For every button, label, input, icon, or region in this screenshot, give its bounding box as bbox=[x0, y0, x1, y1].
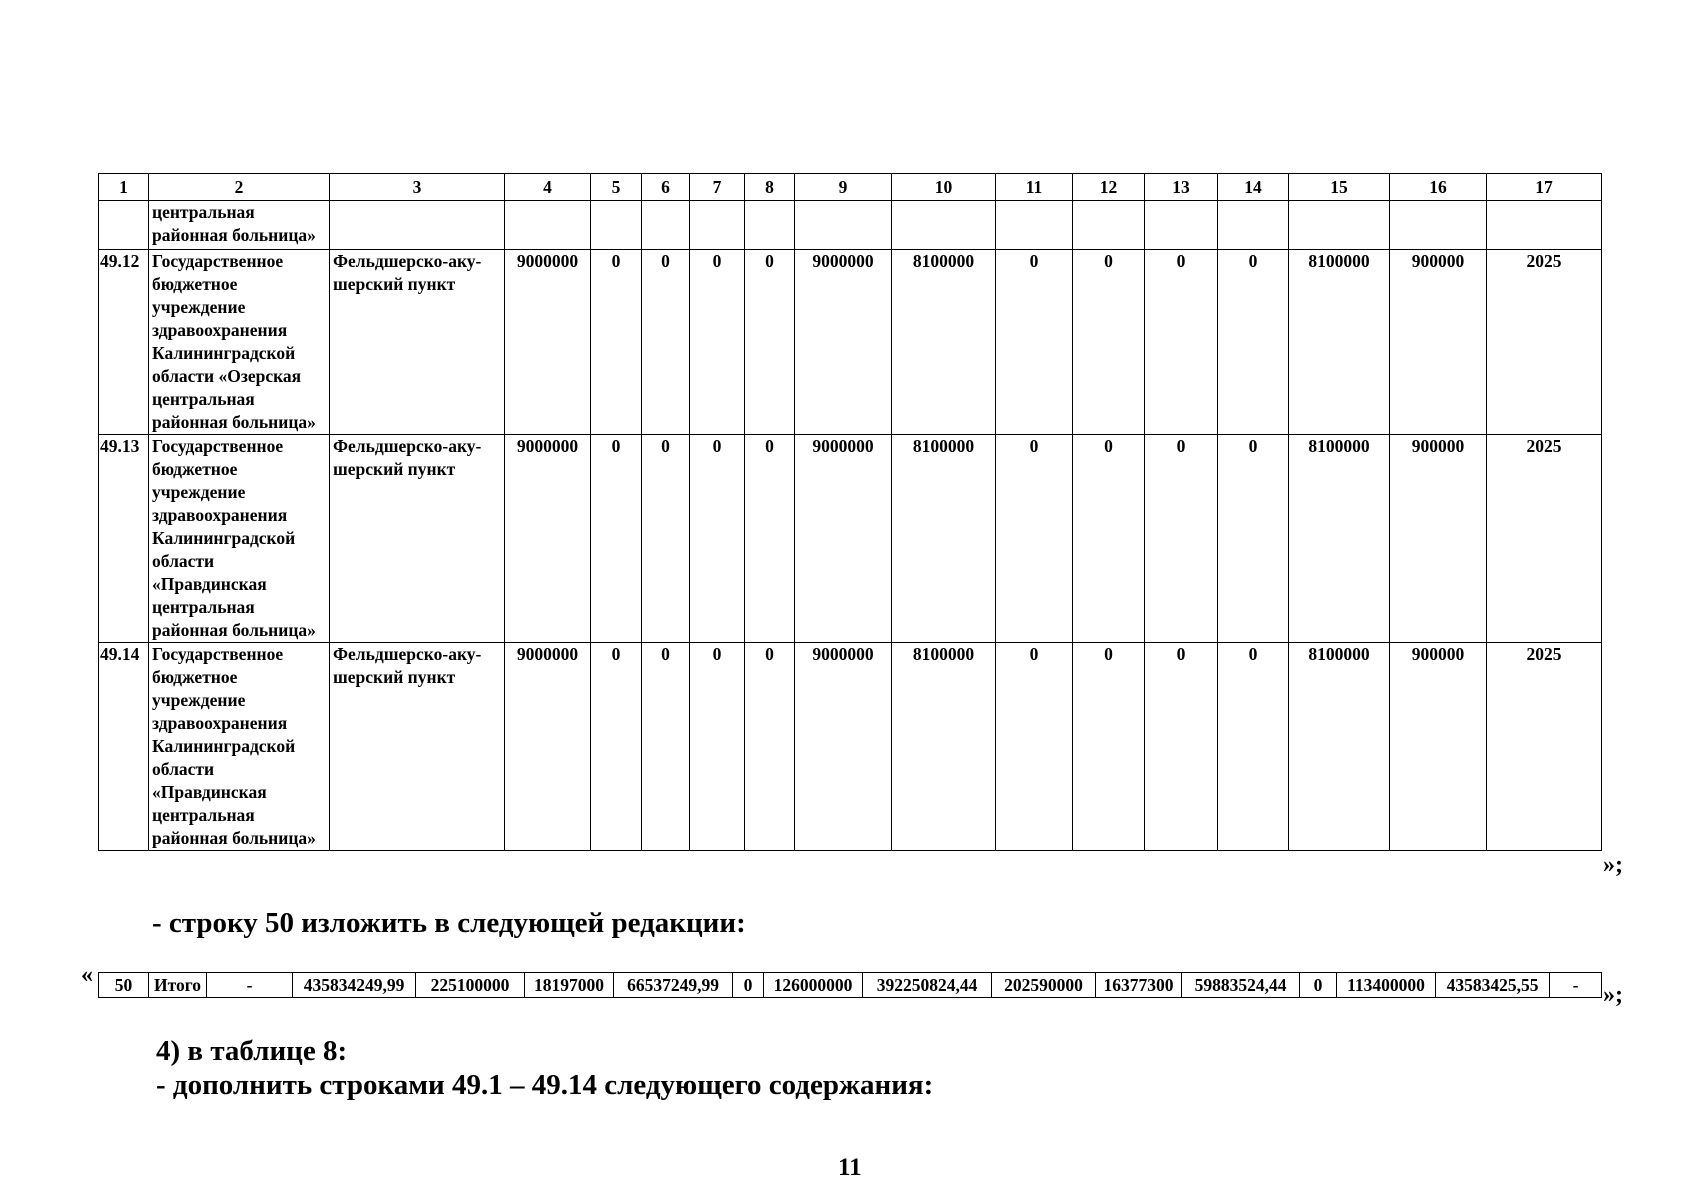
value-cell bbox=[690, 201, 745, 250]
row-number-cell: 49.13 bbox=[99, 435, 149, 643]
value-cell: 0 bbox=[996, 250, 1073, 435]
facility-line: шерский пункт bbox=[333, 667, 456, 687]
value-cell bbox=[1218, 201, 1289, 250]
row-number-cell bbox=[99, 201, 149, 250]
institution-line: центральная bbox=[152, 389, 255, 409]
value-cell: 8100000 bbox=[892, 643, 996, 851]
total-cell: 0 bbox=[1300, 973, 1337, 998]
value-cell: 0 bbox=[1145, 435, 1218, 643]
column-number-cell: 17 bbox=[1487, 174, 1602, 201]
institution-line: бюджетное bbox=[152, 667, 238, 687]
value-cell bbox=[795, 201, 892, 250]
closing-quote: »; bbox=[1603, 982, 1623, 1008]
value-cell: 0 bbox=[996, 435, 1073, 643]
column-number-cell: 9 bbox=[795, 174, 892, 201]
facility-line: шерский пункт bbox=[333, 459, 456, 479]
column-number-cell: 2 bbox=[149, 174, 330, 201]
total-cell: 43583425,55 bbox=[1436, 973, 1550, 998]
value-cell bbox=[642, 201, 690, 250]
column-number-row bbox=[99, 174, 1602, 201]
value-cell: 0 bbox=[1073, 250, 1145, 435]
institution-line: «Правдинская bbox=[152, 782, 267, 802]
table-row bbox=[99, 643, 1602, 851]
total-table bbox=[98, 972, 1602, 998]
table-row bbox=[99, 201, 1602, 250]
institution-line: Калининградской bbox=[152, 343, 296, 363]
value-cell: 0 bbox=[1218, 643, 1289, 851]
value-cell: 8100000 bbox=[1289, 643, 1390, 851]
value-cell: 0 bbox=[690, 250, 745, 435]
value-cell: 2025 bbox=[1487, 643, 1602, 851]
institution-line: Государственное bbox=[152, 436, 284, 456]
institution-line: центральная bbox=[152, 805, 255, 825]
column-number-cell: 5 bbox=[591, 174, 642, 201]
institution-line: здравоохранения bbox=[152, 320, 288, 340]
value-cell bbox=[1145, 201, 1218, 250]
total-cell: Итого bbox=[149, 973, 207, 998]
list-item: 4) в таблице 8: bbox=[156, 1035, 348, 1067]
column-number-cell: 14 bbox=[1218, 174, 1289, 201]
total-cell: 0 bbox=[733, 973, 764, 998]
instruction-paragraph: - строку 50 изложить в следующей редакции: bbox=[152, 907, 746, 939]
value-cell: 0 bbox=[1073, 643, 1145, 851]
institution-line: области bbox=[152, 551, 215, 571]
value-cell: 9000000 bbox=[795, 250, 892, 435]
value-cell: 2025 bbox=[1487, 250, 1602, 435]
institution-line: районная больница» bbox=[152, 620, 316, 640]
institution-line: центральная bbox=[152, 597, 255, 617]
value-cell: 0 bbox=[1145, 250, 1218, 435]
total-cell: 59883524,44 bbox=[1182, 973, 1300, 998]
institution-line: области bbox=[152, 759, 215, 779]
value-cell bbox=[505, 201, 591, 250]
value-cell bbox=[1487, 201, 1602, 250]
main-table bbox=[98, 173, 1602, 851]
value-cell: 0 bbox=[591, 643, 642, 851]
value-cell bbox=[1289, 201, 1390, 250]
table-row bbox=[99, 435, 1602, 643]
column-number-cell: 11 bbox=[996, 174, 1073, 201]
total-cell: 18197000 bbox=[525, 973, 614, 998]
value-cell: 9000000 bbox=[505, 435, 591, 643]
value-cell: 0 bbox=[1218, 435, 1289, 643]
value-cell bbox=[996, 201, 1073, 250]
institution-line: «Правдинская bbox=[152, 574, 267, 594]
total-cell: 225100000 bbox=[416, 973, 525, 998]
value-cell: 0 bbox=[642, 250, 690, 435]
value-cell bbox=[1073, 201, 1145, 250]
row-number-cell: 49.12 bbox=[99, 250, 149, 435]
value-cell: 0 bbox=[996, 643, 1073, 851]
facility-cell bbox=[330, 643, 505, 851]
instruction-paragraph: - дополнить строками 49.1 – 49.14 следующего содержания: bbox=[156, 1069, 934, 1101]
institution-line: области «Озерская bbox=[152, 366, 302, 386]
value-cell: 0 bbox=[642, 643, 690, 851]
institution-line: районная больница» bbox=[152, 828, 316, 848]
value-cell: 0 bbox=[690, 643, 745, 851]
total-cell: 435834249,99 bbox=[293, 973, 416, 998]
value-cell: 9000000 bbox=[505, 643, 591, 851]
column-number-cell: 3 bbox=[330, 174, 505, 201]
total-cell: 113400000 bbox=[1337, 973, 1436, 998]
institution-line: центральная bbox=[152, 202, 255, 222]
column-number-cell: 12 bbox=[1073, 174, 1145, 201]
facility-line: Фельдшерско-аку- bbox=[333, 436, 482, 456]
institution-line: Калининградской bbox=[152, 736, 296, 756]
institution-line: Государственное bbox=[152, 251, 284, 271]
facility-cell bbox=[330, 250, 505, 435]
total-cell: 16377300 bbox=[1096, 973, 1182, 998]
institution-line: учреждение bbox=[152, 690, 246, 710]
value-cell: 900000 bbox=[1390, 643, 1487, 851]
value-cell: 0 bbox=[591, 250, 642, 435]
institution-line: здравоохранения bbox=[152, 505, 288, 525]
column-number-cell: 1 bbox=[99, 174, 149, 201]
facility-line: Фельдшерско-аку- bbox=[333, 644, 482, 664]
column-number-cell: 8 bbox=[745, 174, 795, 201]
column-number-cell: 15 bbox=[1289, 174, 1390, 201]
value-cell: 0 bbox=[1145, 643, 1218, 851]
value-cell: 9000000 bbox=[795, 435, 892, 643]
value-cell: 0 bbox=[1073, 435, 1145, 643]
total-cell: 392250824,44 bbox=[863, 973, 992, 998]
column-number-cell: 4 bbox=[505, 174, 591, 201]
value-cell: 0 bbox=[745, 250, 795, 435]
column-number-cell: 6 bbox=[642, 174, 690, 201]
institution-line: бюджетное bbox=[152, 459, 238, 479]
value-cell: 900000 bbox=[1390, 250, 1487, 435]
total-cell: - bbox=[1550, 973, 1602, 998]
value-cell: 0 bbox=[690, 435, 745, 643]
total-cell: - bbox=[207, 973, 293, 998]
value-cell: 9000000 bbox=[795, 643, 892, 851]
institution-line: здравоохранения bbox=[152, 713, 288, 733]
value-cell bbox=[1390, 201, 1487, 250]
column-number-cell: 13 bbox=[1145, 174, 1218, 201]
value-cell bbox=[892, 201, 996, 250]
value-cell: 0 bbox=[745, 643, 795, 851]
institution-line: бюджетное bbox=[152, 274, 238, 294]
value-cell: 0 bbox=[745, 435, 795, 643]
table-row bbox=[99, 250, 1602, 435]
facility-line: шерский пункт bbox=[333, 274, 456, 294]
value-cell: 0 bbox=[642, 435, 690, 643]
institution-line: Государственное bbox=[152, 644, 284, 664]
institution-line: Калининградской bbox=[152, 528, 296, 548]
total-cell: 50 bbox=[99, 973, 149, 998]
institution-line: районная больница» bbox=[152, 412, 316, 432]
value-cell bbox=[745, 201, 795, 250]
column-number-cell: 16 bbox=[1390, 174, 1487, 201]
column-number-cell: 10 bbox=[892, 174, 996, 201]
closing-quote: »; bbox=[1603, 852, 1623, 878]
row-number-cell: 49.14 bbox=[99, 643, 149, 851]
institution-line: районная больница» bbox=[152, 225, 316, 245]
value-cell: 8100000 bbox=[892, 250, 996, 435]
value-cell: 8100000 bbox=[1289, 250, 1390, 435]
total-cell: 66537249,99 bbox=[614, 973, 733, 998]
value-cell bbox=[591, 201, 642, 250]
value-cell: 900000 bbox=[1390, 435, 1487, 643]
value-cell: 9000000 bbox=[505, 250, 591, 435]
total-row bbox=[99, 973, 1602, 998]
facility-line: Фельдшерско-аку- bbox=[333, 251, 482, 271]
value-cell: 2025 bbox=[1487, 435, 1602, 643]
institution-cell bbox=[149, 250, 330, 435]
value-cell: 0 bbox=[1218, 250, 1289, 435]
institution-cell bbox=[149, 643, 330, 851]
column-number-cell: 7 bbox=[690, 174, 745, 201]
page-number: 11 bbox=[838, 1154, 862, 1181]
institution-line: учреждение bbox=[152, 297, 246, 317]
total-cell: 202590000 bbox=[992, 973, 1096, 998]
opening-quote: « bbox=[81, 962, 93, 988]
facility-cell bbox=[330, 435, 505, 643]
institution-cell bbox=[149, 201, 330, 250]
total-cell: 126000000 bbox=[764, 973, 863, 998]
institution-line: учреждение bbox=[152, 482, 246, 502]
value-cell: 0 bbox=[591, 435, 642, 643]
facility-cell bbox=[330, 201, 505, 250]
institution-cell bbox=[149, 435, 330, 643]
value-cell: 8100000 bbox=[892, 435, 996, 643]
value-cell: 8100000 bbox=[1289, 435, 1390, 643]
